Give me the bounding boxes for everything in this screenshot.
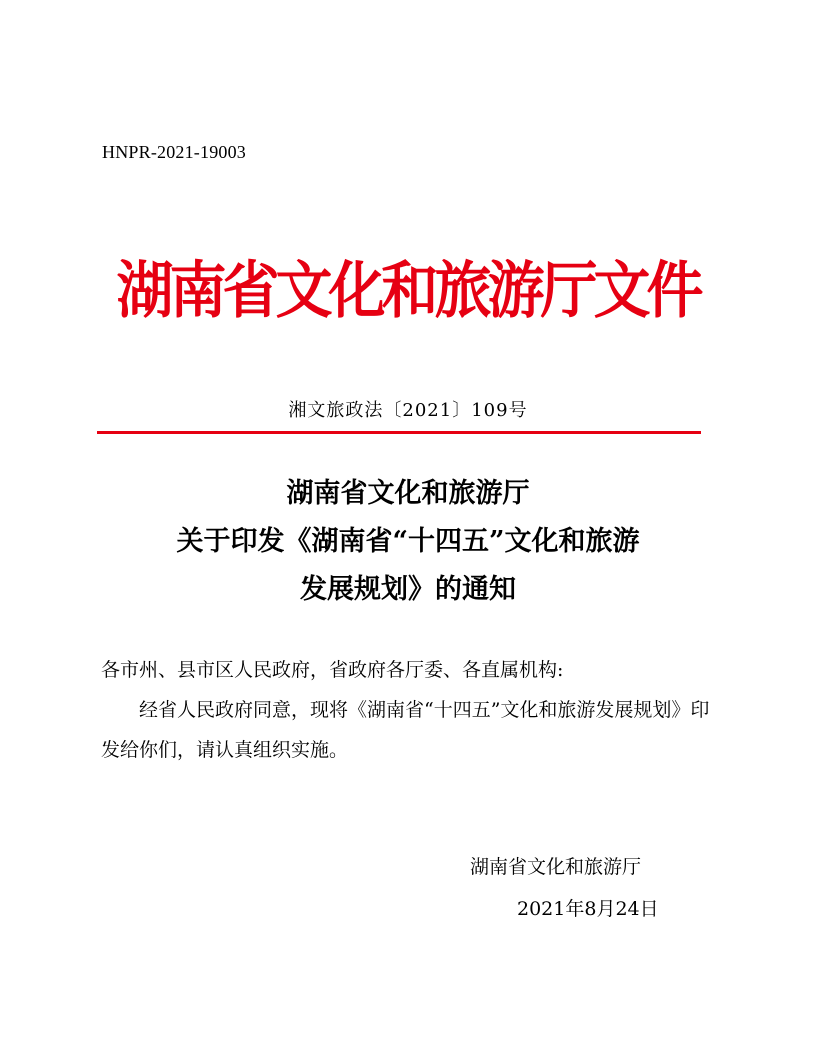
document-number: 湘文旅政法〔2021〕109号 <box>288 400 528 421</box>
document-code: HNPR-2021-19003 <box>102 142 247 162</box>
document-body <box>101 650 721 770</box>
document-title <box>100 470 716 614</box>
title-line-2: 关于印发《湖南省“十四五”文化和旅游 <box>176 526 640 557</box>
red-divider-line <box>97 431 701 434</box>
body-paragraph: 经省人民政府同意，现将《湖南省“十四五”文化和旅游发展规划》印发给你们，请认真组织实施。 <box>101 699 710 761</box>
title-line-1: 湖南省文化和旅游厅 <box>286 478 530 509</box>
recipients-line: 各市州、县市区人民政府，省政府各厅委、各直属机构: <box>101 659 564 681</box>
issuer-signature: 湖南省文化和旅游厅 <box>470 856 642 878</box>
title-line-3: 发展规划》的通知 <box>300 574 516 605</box>
masthead-title: 湖南省文化和旅游厅文件 <box>116 255 700 327</box>
issue-date: 2021年8月24日 <box>517 898 659 920</box>
